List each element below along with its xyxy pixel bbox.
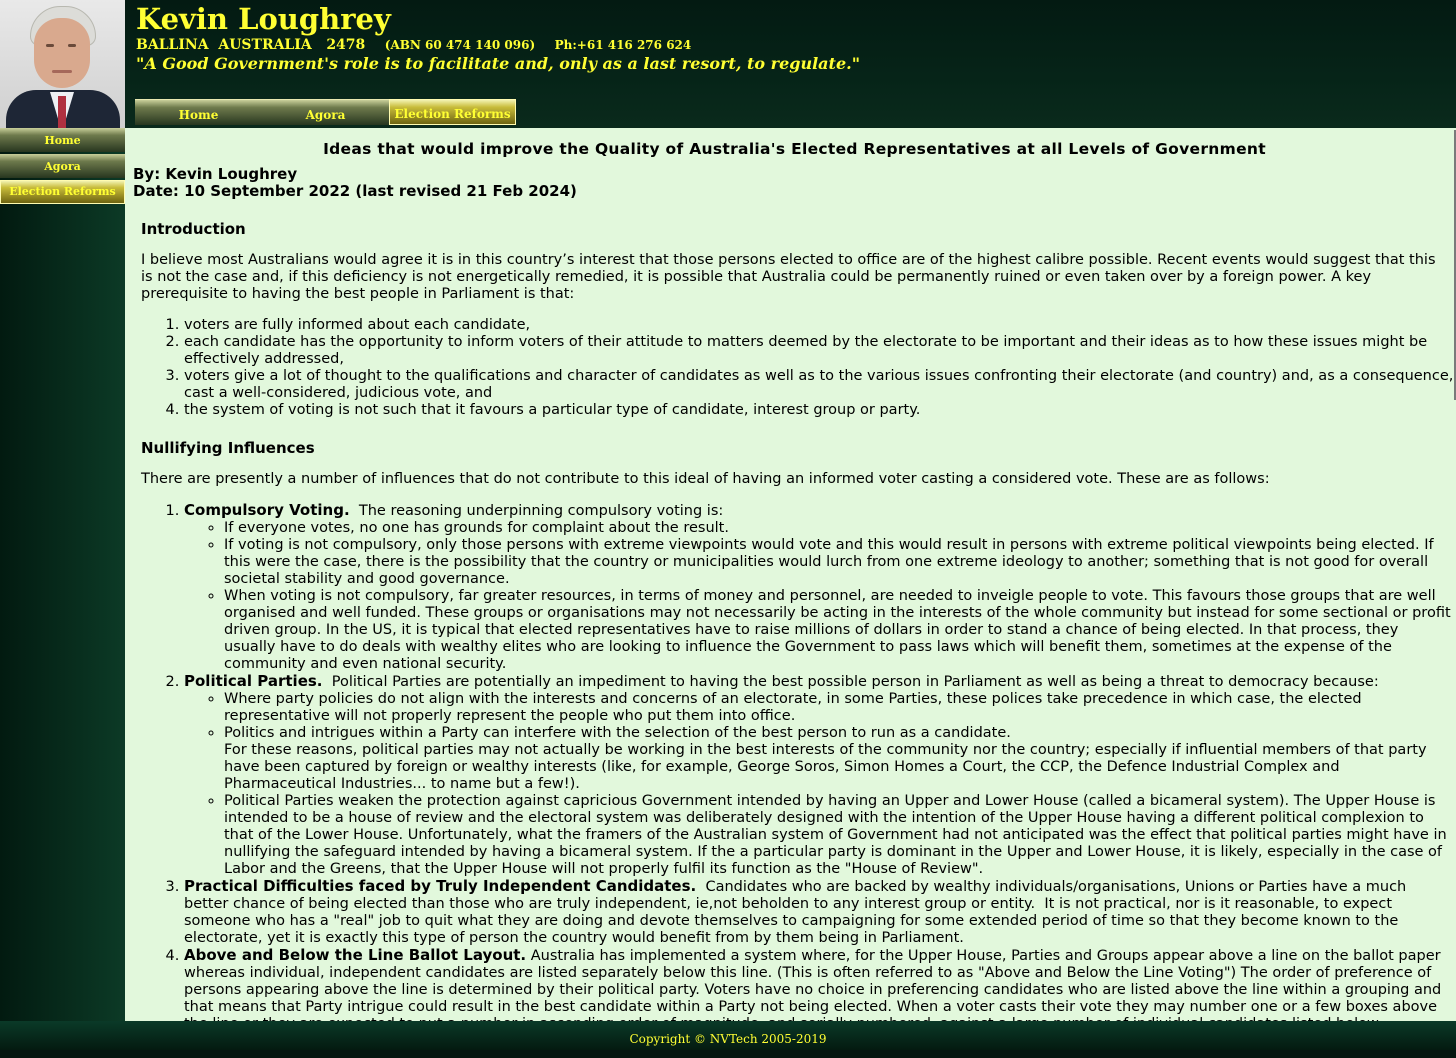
- sidebar: [0, 128, 125, 1021]
- article-date: Date: 10 September 2022 (last revised 21 Feb 2024): [133, 182, 577, 200]
- sub-list-item: ◦ Where party policies do not align with the interests and concerns of an electorate, in some Parties, these polices take precedence in which case, the elected representative will not properly represent the people who put them into office.: [224, 691, 1454, 725]
- site-header: [0, 0, 1456, 128]
- phone-text: Ph:+61 416 276 624: [554, 38, 692, 52]
- profile-photo: [0, 0, 125, 128]
- sidebar-item-home[interactable]: Home: [0, 128, 125, 152]
- sub-list-item: ◦ When voting is not compulsory, far greater resources, in terms of money and personnel, are needed to inveigle people to vote. This favours those groups that are well organised and well funded. These groups or organisations may not necessarily be acting in the interests of the whole community but instead for some sectional or profit driven group. In the US, it is typical that elected representatives have to raise millions of dollars in order to stand a chance of being elected. In that process, they usually have to do deals with wealthy elites who are looking to influence the Government to pass laws which will benefit them, sometimes at the expense of the community and even national security.: [224, 588, 1454, 673]
- site-title: Kevin Loughrey: [136, 2, 391, 36]
- influences-paragraph: There are presently a number of influences that do not contribute to this ideal of having an informed voter casting a considered vote. These are as follows:: [141, 471, 1270, 487]
- sidebar-item-agora[interactable]: Agora: [0, 154, 125, 178]
- sub-list-item: ◦ If everyone votes, no one has grounds for complaint about the result.: [224, 520, 1454, 537]
- item-text: Political Parties are potentially an impediment to having the best possible person in Parliament as well as being a threat to democracy because:: [322, 674, 1379, 690]
- section-heading-nullifying-influences: Nullifying Influences: [141, 439, 315, 457]
- sub-list-item: ◦ Political Parties weaken the protection against capricious Government intended by having an Upper and Lower House (called a bicameral system). The Upper House is intended to be a house of review and the electoral system was deliberately designed with the intention of the Upper House having a different political complexion to that of the Lower House. Unfortunately, what the framers of the Australian system of Government had not anticipated was the effect that political parties might have in nullifying the safeguard intended by having a bicameral system. If the a particular party is dominant in the Upper and Lower House, it is likely, especially in the case of Labor and the Greens, that the Upper House will not properly fulfil its function as the "House of Review".: [224, 793, 1454, 878]
- list-item: [184, 502, 1454, 673]
- list-item: 1. voters are fully informed about each candidate,: [184, 317, 1454, 334]
- item-lead: Political Parties.: [184, 672, 323, 690]
- sub-list-item: ◦ If voting is not compulsory, only those persons with extreme viewpoints would vote and this would result in persons with extreme political viewpoints being elected. If this were the case, there is the possibility that the country or municipalities would lurch from one extreme ideology to another; something that is not good for overall societal stability and good governance.: [224, 537, 1454, 588]
- list-item: 4. the system of voting is not such that it favours a particular type of candidate, interest group or party.: [184, 402, 1454, 419]
- top-nav: [135, 99, 516, 125]
- list-item: [184, 673, 1454, 878]
- sub-list: [184, 691, 1454, 878]
- address-text: BALLINA AUSTRALIA 2478: [136, 37, 366, 53]
- sub-list-item: ◦ Politics and intrigues within a Party can interfere with the selection of the best person to run as a candidate. For these reasons, political parties may not actually be working in the best interests of the community nor the country; especially if influential members of that party have been captured by foreign or wealthy interests (like, for example, George Soros, Simon Homes a Court, the CCP, the Defence Industrial Complex and Pharmaceutical Industries... to name but a few!).: [224, 725, 1454, 793]
- site-contact-line: [136, 37, 691, 53]
- list-item: 3. voters give a lot of thought to the qualifications and character of candidates as well as to the various issues confronting their electorate (and country) and, as a consequence, cast a well-considered, judicious vote, and: [184, 368, 1454, 402]
- item-lead: Practical Difficulties faced by Truly Independent Candidates.: [184, 877, 697, 895]
- top-nav-election-reforms[interactable]: Election Reforms: [389, 99, 516, 125]
- item-text: Candidates who are backed by wealthy individuals/organisations, Unions or Parties have a much better chance of being elected than those who are truly independent, ie,not beholden to any interest group or entity. It is not practical, nor is it reasonable, to expect someone who has a "real" job to quit what they are doing and devote themselves to campaigning for some extended period of time so that they become known to the electorate, yet it is exactly this type of person the country would benefit from by them being in Parliament.: [184, 879, 1411, 946]
- copyright-text: Copyright © NVTech 2005-2019: [629, 1032, 827, 1046]
- item-lead: Compulsory Voting.: [184, 501, 350, 519]
- item-lead: Above and Below the Line Ballot Layout.: [184, 946, 527, 964]
- top-nav-home[interactable]: Home: [135, 99, 262, 125]
- influences-list: [133, 502, 1454, 1033]
- list-item: 2. each candidate has the opportunity to inform voters of their attitude to matters deemed by the electorate to be important and their ideas as to how these issues might be effectively addressed,: [184, 334, 1454, 368]
- sub-list: [184, 520, 1454, 673]
- item-text: The reasoning underpinning compulsory voting is:: [349, 503, 724, 519]
- top-nav-agora[interactable]: Agora: [262, 99, 389, 125]
- item-text: Australia has implemented a system where, for the Upper House, Parties and Groups appear above a line on the ballot paper whereas individual, independent candidates are listed separately below this line. (This is often referred to as "Above and Below the Line Voting") The order of preference of persons appearing above the line is determined by their political party. Voters have no choice in preferencing candidates who are listed above the line within a grouping and that means that Party intrigue could result in the best candidate within a Party not being elected. When a voter casts their vote they may number one or a few boxes above: [184, 948, 1442, 1015]
- intro-paragraph: I believe most Australians would agree it is in this country’s interest that those persons elected to office are of the highest calibre possible. Recent events would suggest that this is not the case and, if this deficiency is not energetically remedied, it is possible that Australia could be permanently ruined or even taken over by a foreign power. A key prerequisite to having the best people in Parliament is that:: [141, 252, 1436, 302]
- site-motto: "A Good Government's role is to facilitate and, only as a last resort, to regulate.": [136, 54, 861, 73]
- article-content[interactable]: [125, 128, 1456, 1021]
- footer: [0, 1021, 1456, 1050]
- section-heading-introduction: Introduction: [141, 220, 246, 238]
- list-item: [184, 878, 1454, 947]
- sidebar-item-election-reforms[interactable]: Election Reforms: [0, 180, 125, 204]
- page-title: Ideas that would improve the Quality of Australia's Elected Representatives at all Levels of Government: [323, 140, 1266, 158]
- abn-text: (ABN 60 474 140 096): [384, 38, 536, 52]
- byline: By: Kevin Loughrey: [133, 165, 298, 183]
- prerequisite-list: [133, 317, 1454, 419]
